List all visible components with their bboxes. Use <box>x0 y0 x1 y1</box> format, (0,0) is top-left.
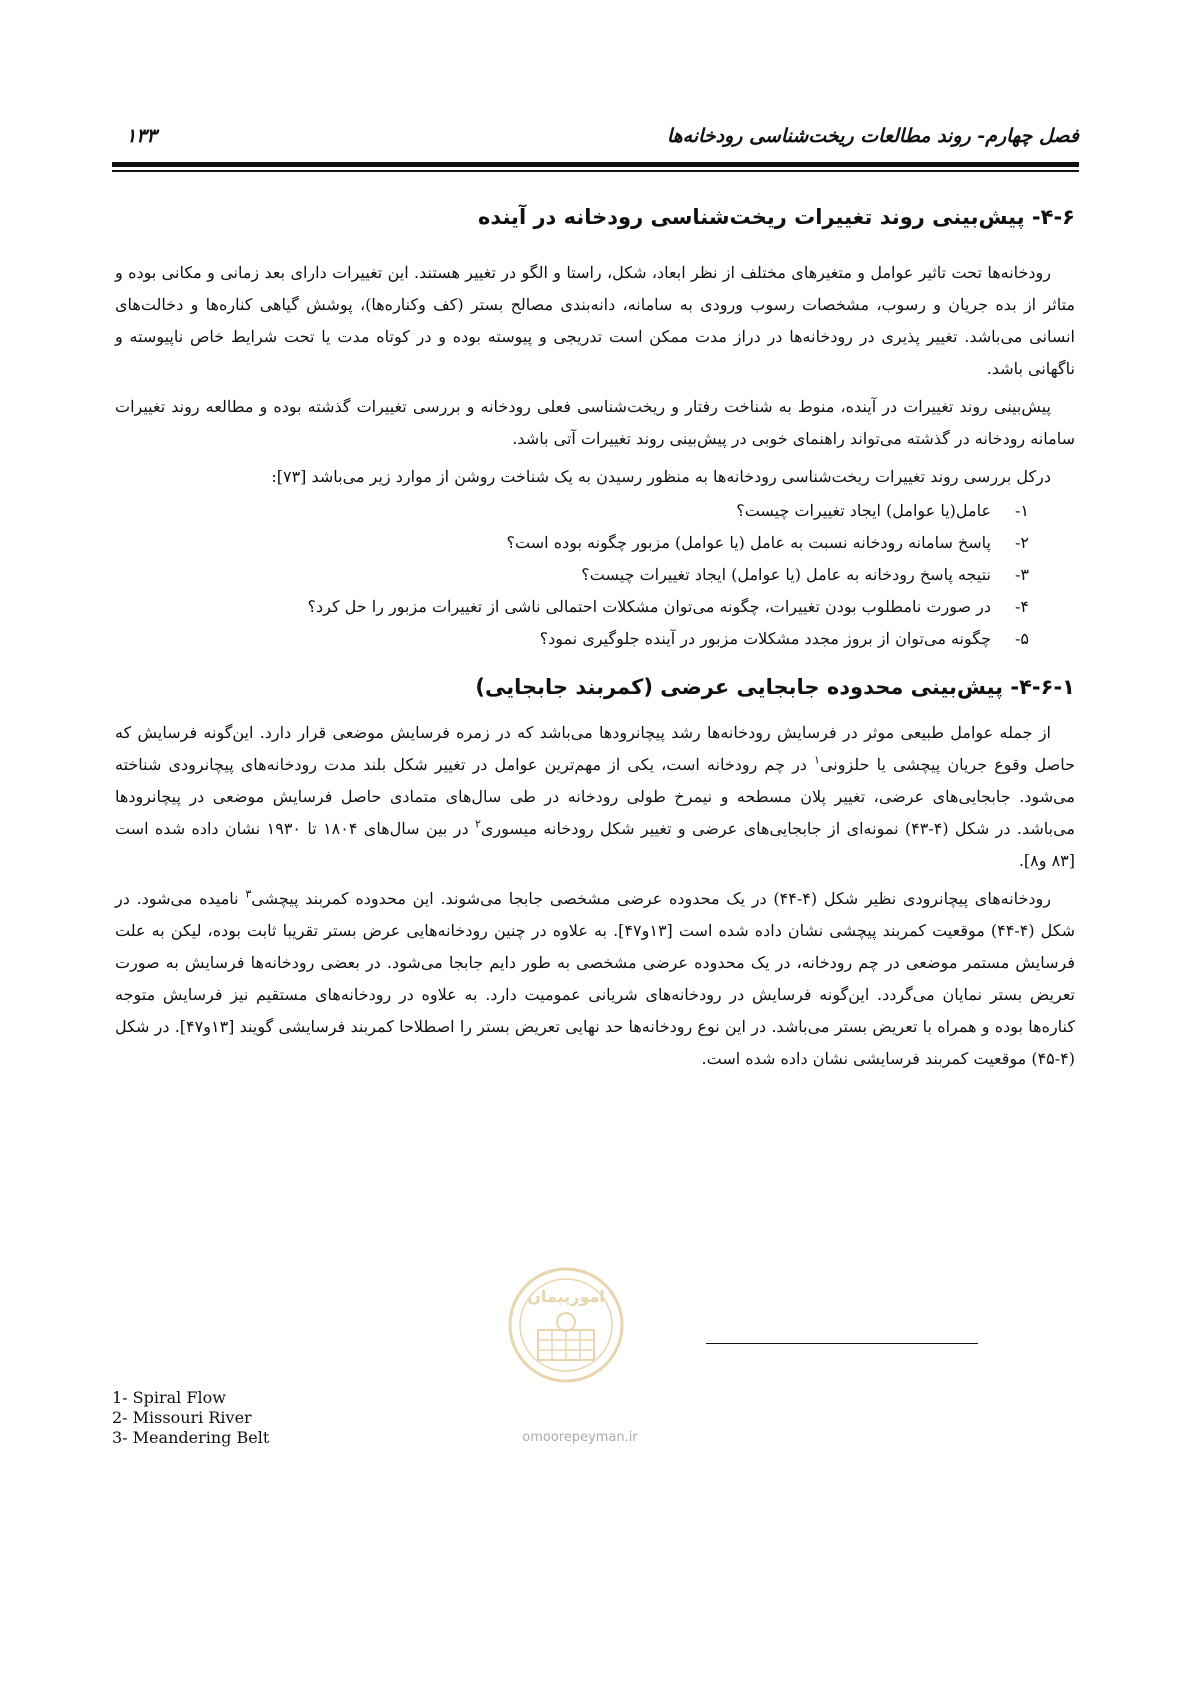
question-list <box>115 495 1075 655</box>
header-rule-thick <box>112 162 1079 167</box>
paragraph-text: نامیده می‌شود. در شکل (۴-۴۴) موقعیت کمربند پیچشی نشان داده شده است [۱۳و۴۷]. به علاوه در چنین رودخانه‌هایی عرض بستر تقریبا ثابت بوده، لیکن به علت فرسایش مستمر موضعی در چم رودخانه، در یک محدوده عرضی مشخصی به طور دایم جابجا می‌شود. در بعضی رودخانه‌ها فرسایش به صورت تعریض بستر نمایان می‌گردد. این‌گونه فرسایش در رودخانه‌های شریانی عمومیت دارد. به علاوه در رودخانه‌های مستقیم نیز فرسایش متوجه کناره‌ها بوده و همراه با تعریض بستر می‌باشد. در این نوع رودخانه‌ها حد نهایی تعریض بستر را اصطلاحا کمربند فرسایشی گویند [۱۳و۴۷]. در شکل (۴-۴۵) موقعیت کمربند فرسایشی نشان داده شده است. <box>115 889 1076 1068</box>
footnote-ref-1: ۱ <box>814 753 820 767</box>
list-number: ۳- <box>1015 565 1029 584</box>
list-item <box>115 623 1029 655</box>
list-text: پاسخ سامانه رودخانه نسبت به عامل (یا عوامل) مزبور چگونه بوده است؟ <box>506 533 991 552</box>
header-rule-thin <box>112 170 1079 172</box>
list-number: ۲- <box>1015 533 1029 552</box>
list-text: در صورت نامطلوب بودن تغییرات، چگونه می‌توان مشکلات احتمالی ناشی از تغییرات مزبور را حل کرد؟ <box>307 597 991 616</box>
page-body <box>115 205 1075 1081</box>
watermark-logo <box>506 1260 626 1415</box>
paragraph-text: در چم رودخانه است، یکی از مهم‌ترین عوامل در تغییر شکل بلند مدت رودخانه‌های پیچانرودی شناخته می‌شود. جابجایی‌های عرضی، تغییر پلان مسطحه و نیمرخ طولی رودخانه در طی سال‌های متمادی حاصل فرسایش موضعی در پیچانرودها می‌باشد. در شکل (۴-۴۳) نمونه‌ای از جابجایی‌های عرضی و تغییر شکل رودخانه میسوری <box>115 755 1076 838</box>
footnote-item: 3- Meandering Belt <box>112 1428 270 1447</box>
paragraph: رودخانه‌ها تحت تاثیر عوامل و متغیرهای مختلف از نظر ابعاد، شکل، راستا و الگو در تغییر هستند. این تغییرات دارای بعد زمانی و مکانی بوده و متاثر از بده جریان و رسوب، مشخصات رسوب ورودی به سامانه، دانه‌بندی مصالح بستر (کف وکناره‌ها)، پوشش گیاهی کناره‌ها و دخالت‌های انسانی می‌باشد. تغییر پذیری در رودخانه‌ها در دراز مدت ممکن است تدریجی و پیوسته بوده و در کوتاه مدت یا تحت شرایط خاص ناپیوسته و ناگهانی باشد. <box>115 263 1075 378</box>
paragraph-text: از جمله عوامل طبیعی موثر در فرسایش رودخانه‌ها رشد پیچانرودها می‌باشد که در زمره فرسایش موضعی قرار دارد. این‌گونه فرسایش که حاصل وقوع جریان پیچشی یا حلزونی <box>115 723 1075 774</box>
page-header <box>112 125 1079 155</box>
footnotes <box>112 1388 269 1448</box>
footnote-item: 2- Missouri River <box>112 1408 252 1427</box>
list-intro: درکل بررسی روند تغییرات ریخت‌شناسی رودخانه‌ها به منظور رسیدن به یک شناخت روشن از موارد زیر می‌باشد [۷۳]: <box>271 467 1051 486</box>
list-item <box>115 527 1029 559</box>
section-heading-4-6-1: ۴-۶-۱- پیش‌بینی محدوده جابجایی عرضی (کمربند جابجایی) <box>475 675 1075 699</box>
list-item <box>115 495 1029 527</box>
list-number: ۱- <box>1015 501 1029 520</box>
watermark-logo-text: امورپیمان <box>527 1287 605 1306</box>
footnote-separator <box>706 1343 978 1344</box>
list-text: چگونه می‌توان از بروز مجدد مشکلات مزبور در آینده جلوگیری نمود؟ <box>539 629 991 648</box>
footnote-ref-2: ۲ <box>474 817 481 831</box>
chapter-title: فصل چهارم- روند مطالعات ریخت‌شناسی رودخانه‌ها <box>666 125 1079 147</box>
paragraph <box>115 717 1075 877</box>
list-number: ۴- <box>1015 597 1029 616</box>
list-item <box>115 559 1029 591</box>
footnote-item: 1- Spiral Flow <box>112 1388 226 1407</box>
list-number: ۵- <box>1015 629 1029 648</box>
page-number: ۱۳۳ <box>126 125 157 147</box>
section-heading-4-6: ۴-۶- پیش‌بینی روند تغییرات ریخت‌شناسی رودخانه در آینده <box>477 205 1075 229</box>
paragraph: پیش‌بینی روند تغییرات در آینده، منوط به شناخت رفتار و ریخت‌شناسی فعلی رودخانه و بررسی تغییرات گذشته بوده و مطالعه روند تغییرات سامانه رودخانه در گذشته می‌تواند راهنمای خوبی در پیش‌بینی روند تغییرات آتی باشد. <box>115 397 1075 448</box>
footnote-ref-3: ۳ <box>245 887 252 901</box>
list-item <box>115 591 1029 623</box>
paragraph-text: رودخانه‌های پیچانرودی نظیر شکل (۴-۴۴) در یک محدوده عرضی مشخصی جابجا می‌شوند. این محدوده کمربند پیچشی <box>251 889 1052 908</box>
watermark-url: omoorepeyman.ir <box>522 1430 638 1445</box>
list-text: عامل(یا عوامل) ایجاد تغییرات چیست؟ <box>736 501 991 520</box>
paragraph <box>115 883 1075 1075</box>
paragraph-text: در بین سال‌های ۱۸۰۴ تا ۱۹۳۰ نشان داده شده است [۸۳ و۸]. <box>115 819 1075 870</box>
list-text: نتیجه پاسخ رودخانه به عامل (یا عوامل) ایجاد تغییرات چیست؟ <box>581 565 991 584</box>
